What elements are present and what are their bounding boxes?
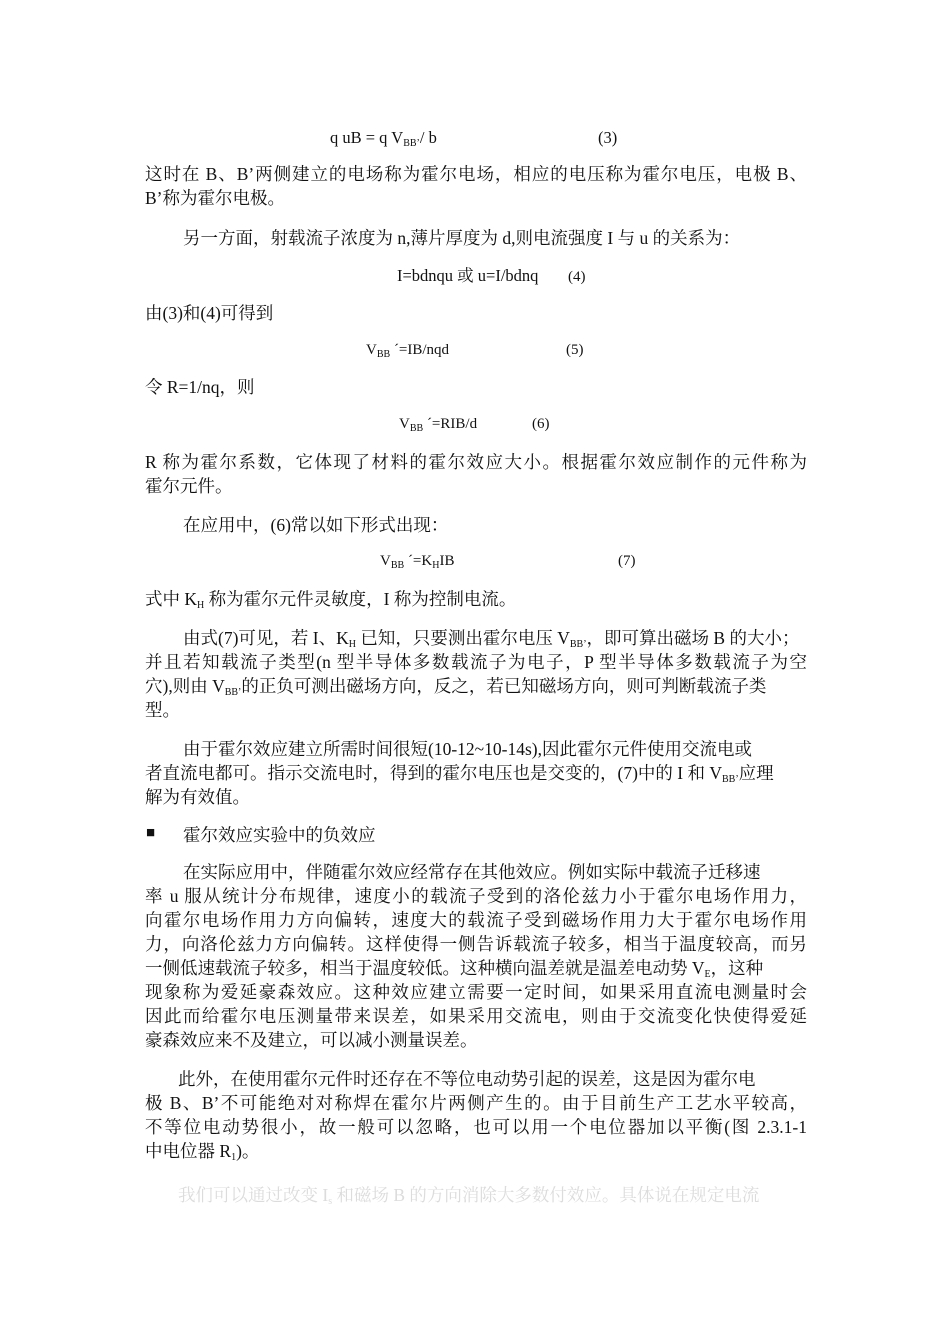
- equation-6-number: (6): [532, 416, 550, 432]
- p10-l5a: 一侧低速载流子较多，相当于温度较低。这种横向温差就是温差电动势 V: [145, 958, 705, 978]
- p8-l1a: 由式(7)可见，若 I、K: [183, 628, 349, 648]
- equation-5-number: (5): [566, 342, 584, 358]
- p10-l5sub: E: [704, 969, 711, 980]
- p9-l2a: 者直流电都可。指示交流电时，得到的霍尔电压也是交变的，(7)中的 I 和 V: [145, 763, 722, 783]
- paragraph-4: 令 R=1/nq，则: [145, 377, 255, 397]
- equation-4-number: (4): [568, 269, 586, 285]
- eq7-mid: ˊ=K: [407, 553, 433, 569]
- paragraph-6: 在应用中，(6)常以如下形式出现：: [183, 515, 449, 535]
- paragraph-3: 由(3)和(4)可得到: [145, 303, 274, 323]
- paragraph-11-line-2: 极 B、B’不可能绝对对称焊在霍尔片两侧产生的。由于目前生产工艺水平较高，: [145, 1093, 807, 1113]
- p12-a: 我们可以通过改变 I: [178, 1185, 329, 1205]
- paragraph-11-line-4: [145, 1139, 259, 1163]
- equation-3-number: (3): [598, 128, 618, 147]
- p11-l4b: )。: [236, 1141, 260, 1161]
- paragraph-10-line-4: 力，向洛伦兹力方向偏转。这样使得一侧告诉载流子较多，相当于温度较高，而另: [145, 934, 807, 954]
- paragraph-1-line-2: B’称为霍尔电极。: [145, 188, 285, 208]
- p8-l1sub: H: [348, 639, 356, 650]
- paragraph-1-line-1: 这时在 B、B’两侧建立的电场称为霍尔电场，相应的电压称为霍尔电压，电极 B、: [145, 164, 807, 184]
- paragraph-8-line-4: 型。: [145, 700, 180, 720]
- paragraph-2: 另一方面，射载流子浓度为 n,薄片厚度为 d,则电流强度 I 与 u 的关系为：: [183, 228, 741, 248]
- paragraph-11-line-3: 不等位电动势很小，故一般可以忽略，也可以用一个电位器加以平衡(图 2.3.1-1: [145, 1117, 807, 1137]
- p9-l2sub: BB’: [722, 774, 739, 785]
- paragraph-9-line-3: 解为有效值。: [145, 787, 250, 807]
- p10-l5b: ，这种: [710, 958, 764, 978]
- p7-a: 式中 K: [145, 589, 198, 609]
- eq6-right: ˊ=RIB/d: [426, 416, 478, 432]
- p11-l4sub: 1: [231, 1152, 237, 1163]
- eq6-sub: BB: [409, 423, 424, 434]
- paragraph-10-line-6: 现象称为爱延豪森效应。这种效应建立需要一定时间，如果采用直流电测量时会: [145, 982, 807, 1002]
- paragraph-10-line-1: 在实际应用中，伴随霍尔效应经常存在其他效应。例如实际中载流子迁移速: [183, 862, 761, 882]
- paragraph-10-line-2: 率 u 服从统计分布规律，速度小的载流子受到的洛伦兹力小于霍尔电场作用力，: [145, 886, 807, 906]
- p8-l3a: 穴),则由 V: [145, 676, 225, 696]
- paragraph-10-line-7: 因此而给霍尔电压测量带来误差，如果采用交流电，则由于交流变化快使得爱延: [145, 1006, 807, 1026]
- equation-7: [380, 549, 454, 573]
- equation-3: [330, 126, 437, 150]
- equation-5: [366, 338, 449, 362]
- p9-l2b: 应理: [738, 763, 774, 783]
- paragraph-5-line-2: 霍尔元件。: [145, 476, 233, 496]
- p8-l1c: ，即可算出磁场 B 的大小；: [586, 628, 800, 648]
- eq7-sub: BB: [390, 560, 405, 571]
- eq5-sub: BB: [376, 349, 391, 360]
- p12-b: 和磁场 B 的方向消除大多数付效应。具体说在规定电流: [332, 1185, 760, 1205]
- eq3-sub: BB’: [403, 138, 420, 149]
- paragraph-8-line-3: [145, 674, 766, 698]
- p12-sub: s: [328, 1196, 333, 1207]
- paragraph-10-line-5: [145, 956, 763, 980]
- paragraph-8-line-2: 并且若知载流子类型(n 型半导体多数载流子为电子，P 型半导体多数载流子为空: [145, 652, 807, 672]
- equation-4: I=bdnqu 或 u=I/bdnq: [397, 266, 539, 285]
- p7-b: 称为霍尔元件灵敏度，I 称为控制电流。: [204, 589, 517, 609]
- eq3-left: q uB = q V: [330, 128, 404, 147]
- eq7-right: IB: [439, 553, 455, 569]
- paragraph-9-line-2: [145, 761, 774, 785]
- bullet-icon: ■: [146, 825, 156, 841]
- eq7-sub2: H: [432, 560, 440, 571]
- p8-l3b: 的正负可测出磁场方向，反之，若已知磁场方向，则可判断载流子类: [241, 676, 767, 696]
- eq3-right: / b: [419, 128, 437, 147]
- equation-6: [399, 412, 477, 436]
- paragraph-5-line-1: R 称为霍尔系数，它体现了材料的霍尔效应大小。根据霍尔效应制作的元件称为: [145, 452, 807, 472]
- paragraph-8-line-1: [183, 626, 799, 650]
- p8-l3sub: BB’: [224, 687, 242, 698]
- eq5-right: ˊ=IB/nqd: [393, 342, 450, 358]
- paragraph-11-line-1: 此外，在使用霍尔元件时还存在不等位电动势引起的误差，这是因为霍尔电: [178, 1069, 756, 1089]
- eq7-left: V: [380, 553, 391, 569]
- paragraph-10-line-8: 豪森效应来不及建立，可以减小测量误差。: [145, 1030, 478, 1050]
- paragraph-10-line-3: 向霍尔电场作用力方向偏转，速度大的载流子受到磁场作用力大于霍尔电场作用: [145, 910, 807, 930]
- p11-l4a: 中电位器 R: [145, 1141, 232, 1161]
- eq6-left: V: [399, 416, 410, 432]
- paragraph-12-faded: [178, 1183, 759, 1207]
- paragraph-7: [145, 587, 516, 611]
- equation-7-number: (7): [618, 553, 636, 569]
- section-heading: 霍尔效应实验中的负效应: [183, 825, 376, 845]
- paragraph-9-line-1: 由于霍尔效应建立所需时间很短(10-12~10-14s),因此霍尔元件使用交流电或: [183, 739, 752, 759]
- p8-l1b: 已知，只要测出霍尔电压 V: [355, 628, 570, 648]
- p8-l1sub2: BB’: [569, 639, 587, 650]
- eq5-left: V: [366, 342, 377, 358]
- p7-sub: H: [197, 600, 205, 611]
